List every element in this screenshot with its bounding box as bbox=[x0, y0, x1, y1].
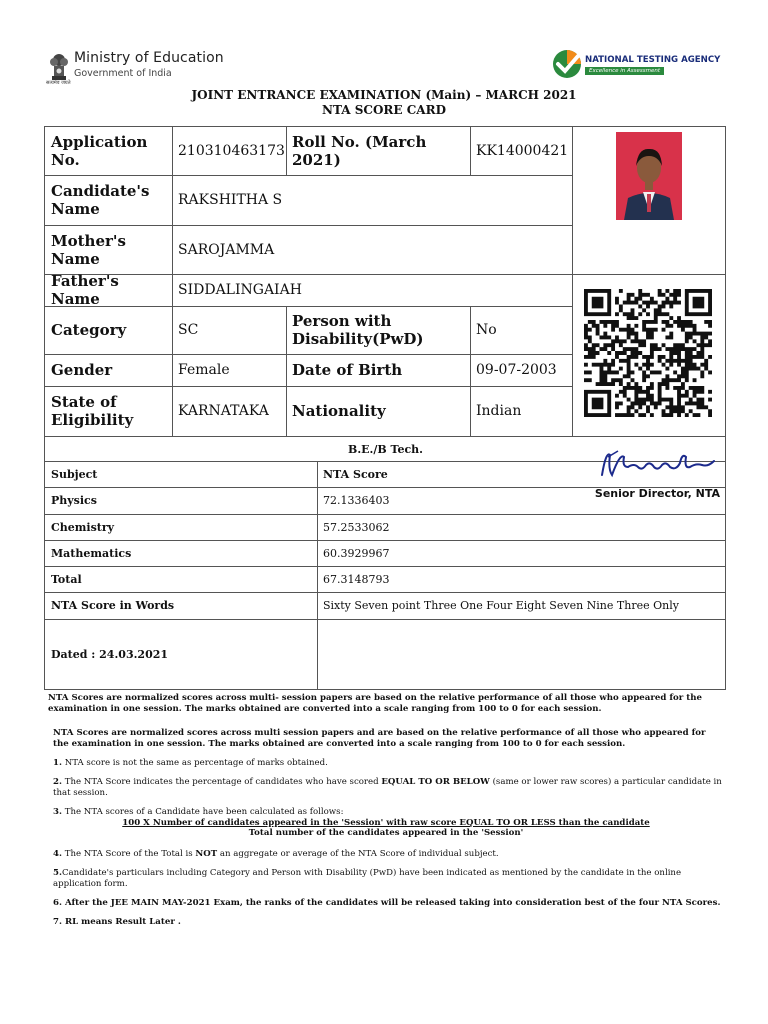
candidate-name-value: RAKSHITHA S bbox=[178, 192, 283, 208]
note-1 bbox=[53, 758, 723, 769]
note-5-text: Candidate's particulars including Category and Person with Disability (PwD) have been indicated as mentioned by the candidate in the online application form. bbox=[53, 868, 682, 889]
ministry-subtitle: Government of India bbox=[74, 68, 172, 79]
note-intro-1: NTA Scores are normalized scores across multi- session papers are based on the relative performance of all those who appeared for the examination in one session. The marks obtained are converted into a scale ranging from 100 to 0 for each session. bbox=[48, 693, 702, 714]
gender-label: Gender bbox=[51, 361, 113, 379]
note-7: 7. RL means Result Later . bbox=[53, 917, 181, 927]
roll-no-label: Roll No. (March 2021) bbox=[292, 133, 427, 169]
nta-check-icon bbox=[551, 48, 583, 80]
card-title: NTA SCORE CARD bbox=[322, 103, 446, 117]
scores-table bbox=[44, 437, 726, 690]
candidate-name-label: Candidate's Name bbox=[51, 182, 150, 218]
note-5 bbox=[53, 868, 723, 890]
score-cell: 72.1336403 bbox=[323, 494, 390, 507]
roll-no-value: KK14000421 bbox=[476, 143, 569, 159]
application-no-value: 210310463173 bbox=[178, 143, 285, 159]
candidate-photo bbox=[616, 132, 682, 220]
pwd-value: No bbox=[476, 322, 497, 338]
dated: Dated : 24.03.2021 bbox=[51, 648, 169, 661]
nta-logo bbox=[551, 48, 731, 84]
formula-denominator: Total number of the candidates appeared in the 'Session' bbox=[248, 828, 524, 838]
category-value: SC bbox=[178, 322, 199, 338]
note-2 bbox=[53, 777, 723, 799]
note-4 bbox=[53, 849, 723, 860]
subject-cell: Mathematics bbox=[51, 546, 132, 560]
note-5-number: 5. bbox=[53, 868, 62, 878]
note-6: 6. After the JEE MAIN MAY-2021 Exam, the ranks of the candidates will be released taking into consideration best of the four NTA Scores. bbox=[53, 898, 721, 908]
signature bbox=[598, 445, 718, 483]
note-3-number: 3. bbox=[53, 807, 62, 817]
father-name-value: SIDDALINGAIAH bbox=[178, 282, 302, 298]
dob-label: Date of Birth bbox=[292, 361, 403, 379]
score-in-words-label: NTA Score in Words bbox=[51, 599, 175, 612]
nta-tagline: Excellence in Assessment bbox=[585, 67, 664, 75]
qr-code bbox=[584, 289, 712, 417]
candidate-details-table bbox=[44, 126, 726, 437]
mother-name-value: SAROJAMMA bbox=[178, 241, 275, 258]
note-1-number: 1. bbox=[53, 758, 62, 768]
note-2-number: 2. bbox=[53, 777, 62, 787]
score-cell: 57.2533062 bbox=[323, 520, 390, 534]
ministry-logo bbox=[46, 44, 246, 90]
nta-name: NATIONAL TESTING AGENCY bbox=[585, 55, 721, 65]
formula-numerator: 100 X Number of candidates appeared in the 'Session' with raw score EQUAL TO OR LESS than the candidate bbox=[122, 818, 650, 828]
note-4-text-a: The NTA Score of the Total is bbox=[61, 849, 196, 859]
subject-cell: Physics bbox=[51, 494, 97, 507]
note-4-text-b: NOT bbox=[195, 849, 218, 859]
gender-value: Female bbox=[178, 362, 230, 378]
subject-header: Subject bbox=[51, 467, 98, 481]
note-2-text-c: (same or lower raw scores) a particular candidate in that session. bbox=[53, 777, 722, 798]
note-4-number: 4. bbox=[53, 849, 62, 859]
note-intro-2: NTA Scores are normalized scores across multi session papers and are based on the relative performance of all those who appeared for the examination in one session. The marks obtained are converted into a scale ranging from 100 to 0 for each session. bbox=[53, 728, 706, 749]
application-no-label: Application No. bbox=[51, 133, 148, 169]
ministry-title: Ministry of Education bbox=[74, 50, 224, 66]
note-3 bbox=[53, 807, 723, 818]
state-value: KARNATAKA bbox=[178, 403, 269, 419]
score-cell: 67.3148793 bbox=[323, 572, 390, 586]
pwd-label: Person with Disability(PwD) bbox=[292, 312, 424, 348]
exam-title: JOINT ENTRANCE EXAMINATION (Main) – MARCH 2021 bbox=[191, 88, 577, 102]
note-4-text-c: an aggregate or average of the NTA Score of individual subject. bbox=[217, 849, 499, 859]
score-in-words-value: Sixty Seven point Three One Four Eight Seven Nine Three Only bbox=[323, 599, 679, 612]
course-header: B.E./B Tech. bbox=[348, 442, 423, 456]
note-2-text-b: EQUAL TO OR BELOW bbox=[381, 777, 490, 787]
category-label: Category bbox=[51, 321, 127, 339]
mother-name-label: Mother's Name bbox=[51, 231, 126, 268]
note-2-text-a: The NTA Score indicates the percentage of candidates who have scored bbox=[61, 777, 382, 787]
dob-value: 09-07-2003 bbox=[476, 362, 557, 378]
signer-title: Senior Director, NTA bbox=[594, 487, 720, 500]
subject-cell: Chemistry bbox=[51, 520, 115, 534]
nationality-label: Nationality bbox=[292, 402, 386, 420]
state-label: State of Eligibility bbox=[51, 393, 134, 429]
father-name-label: Father's Name bbox=[51, 272, 119, 308]
note-1-text: NTA score is not the same as percentage of marks obtained. bbox=[61, 758, 328, 768]
nta-score-header: NTA Score bbox=[323, 467, 388, 481]
nationality-value: Indian bbox=[476, 403, 522, 419]
satyameva-jayate: सत्यमेव जयते bbox=[46, 80, 71, 86]
score-cell: 60.3929967 bbox=[323, 546, 390, 560]
subject-cell: Total bbox=[51, 572, 82, 586]
note-3-text: The NTA scores of a Candidate have been calculated as follows: bbox=[61, 807, 344, 817]
